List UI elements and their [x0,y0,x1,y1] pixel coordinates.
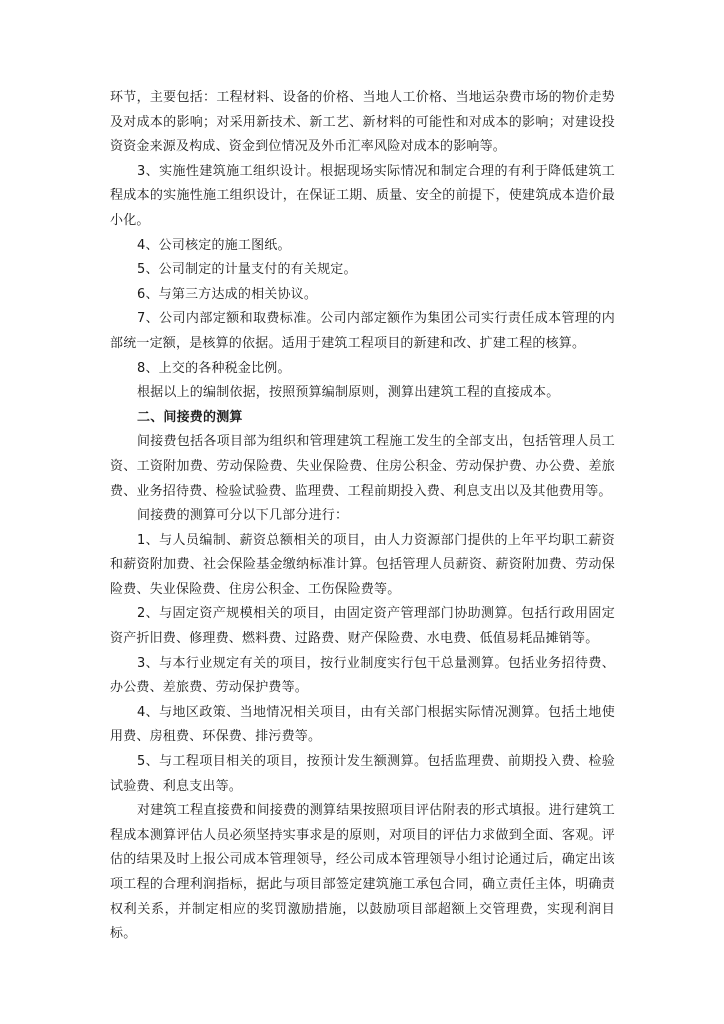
paragraph-indirect-intro: 间接费包括各项目部为组织和管理建筑工程施工发生的全部支出，包括管理人员工资、工资附加费、劳动保险费、失业保险费、住房公积金、劳动保护费、办公费、差旅费、业务招待费、检验试验费、监理费、工程前期投入费、利息支出以及其他费用等。 [110,434,615,499]
paragraph-part-1: 1、与人员编制、薪资总额相关的项目，由人力资源部门提供的上年平均职工薪资和薪资附加费、社会保险基金缴纳标准计算。包括管理人员薪资、薪资附加费、劳动保险费、失业保险费、住房公积金、工伤保险费等。 [110,532,615,597]
paragraph-item-7: 7、公司内部定额和取费标准。公司内部定额作为集团公司实行责任成本管理的内部统一定额，是核算的依据。适用于建筑工程项目的新建和改、扩建工程的核算。 [110,311,615,351]
paragraph-summary: 根据以上的编制依据，按照预算编制原则，测算出建筑工程的直接成本。 [137,385,560,401]
paragraph-item-3: 3、实施性建筑施工组织设计。根据现场实际情况和制定合理的有利于降低建筑工程成本的实施性施工组织设计，在保证工期、质量、安全的前提下，使建筑成本造价最小化。 [110,163,615,228]
paragraph-continuation: 环节，主要包括：工程材料、设备的价格、当地人工价格、当地运杂费市场的物价走势及对成本的影响；对采用新技术、新工艺、新材料的可能性和对成本的影响；对建设投资资金来源及构成、资金到位情况及外币汇率风险对成本的影响等。 [110,90,615,155]
paragraph-conclusion: 对建筑工程直接费和间接费的测算结果按照项目评估附表的形式填报。进行建筑工程成本测算评估人员必须坚持实事求是的原则，对项目的评估力求做到全面、客观。评估的结果及时上报公司成本管理领导，经公司成本管理领导小组讨论通过后，确定出该项工程的合理利润指标，据此与项目部签定建筑施工承包合同，确立责任主体，明确责权利关系，并制定相应的奖罚激励措施，以鼓励项目部超额上交管理费，实现利润目标。 [110,803,615,942]
document-body [110,86,615,947]
paragraph-item-5: 5、公司制定的计量支付的有关规定。 [137,262,357,278]
paragraph-part-2: 2、与固定资产规模相关的项目，由固定资产管理部门协助测算。包括行政用固定资产折旧费、修理费、燃料费、过路费、财产保险费、水电费、低值易耗品摊销等。 [110,606,615,647]
paragraph-item-6: 6、与第三方达成的相关协议。 [137,286,318,302]
paragraph-item-8: 8、上交的各种税金比例。 [137,360,291,376]
paragraph-indirect-parts: 间接费的测算可分以下几部分进行： [137,508,349,524]
paragraph-item-4: 4、公司核定的施工图纸。 [137,237,291,253]
paragraph-part-3: 3、与本行业规定有关的项目，按行业制度实行包干总量测算。包括业务招待费、办公费、差旅费、劳动保护费等。 [110,655,615,696]
section-heading: 二、间接费的测算 [137,409,243,425]
paragraph-part-5: 5、与工程项目相关的项目，按预计发生额测算。包括监理费、前期投入费、检验试验费、利息支出等。 [110,754,615,794]
paragraph-part-4: 4、与地区政策、当地情况相关项目，由有关部门根据实际情况测算。包括土地使用费、房租费、环保费、排污费等。 [110,704,615,745]
